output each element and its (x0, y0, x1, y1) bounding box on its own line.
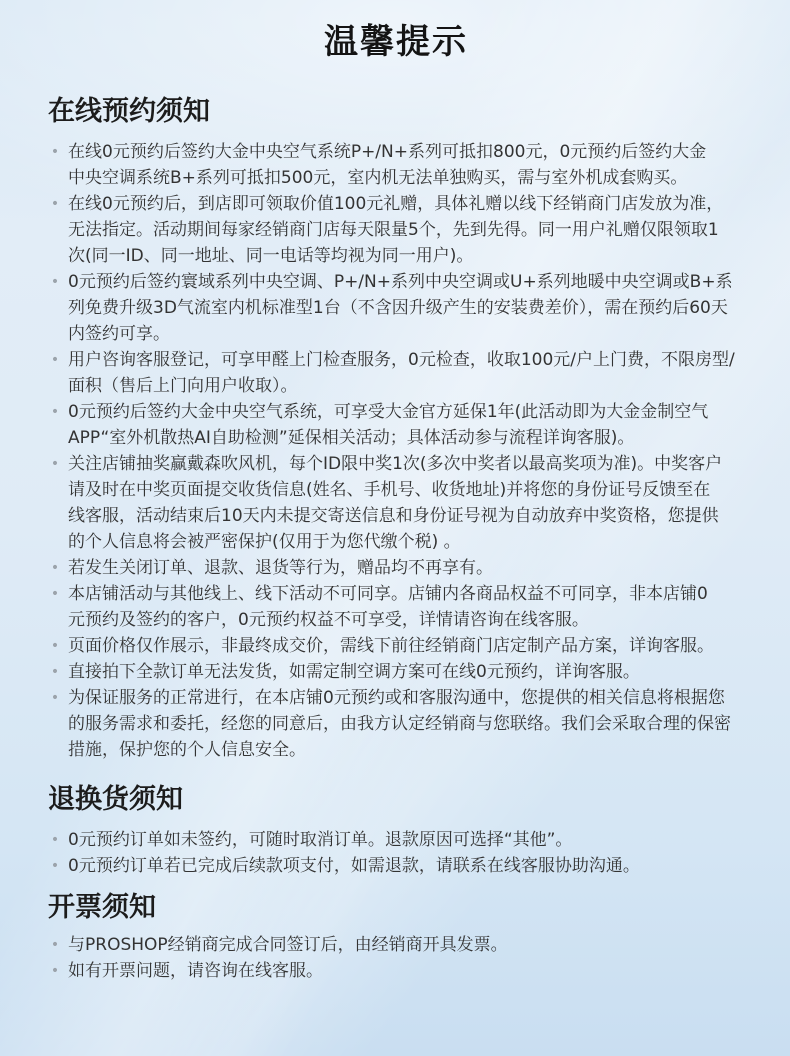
notice-item (0, 581, 790, 633)
notice-line: 次(同一ID、同一地址、同一电话等均视为同一用户)。 (68, 246, 474, 266)
bullet-dot-icon: • (50, 638, 60, 654)
section-heading: 开票须知 (48, 892, 156, 923)
bullet-dot-icon: • (50, 196, 60, 212)
notice-line: 直接拍下全款订单无法发货，如需定制空调方案可在线0元预约，详询客服。 (68, 662, 640, 682)
bullet-dot-icon: • (50, 832, 60, 848)
bullet-dot-icon: • (50, 586, 60, 602)
notice-line: 为保证服务的正常进行，在本店铺0元预约或和客服沟通中，您提供的相关信息将根据您 (68, 688, 725, 708)
bullet-dot-icon: • (50, 664, 60, 680)
notice-line: 中央空调系统B+系列可抵扣500元，室内机无法单独购买，需与室外机成套购买。 (68, 168, 688, 188)
notice-item (0, 191, 790, 269)
section-invoice-notice (0, 890, 790, 984)
notice-line: 如有开票问题，请咨询在线客服。 (68, 961, 323, 981)
notice-line: 在线0元预约后签约大金中央空气系统P+/N+系列可抵扣800元，0元预约后签约大金 (68, 142, 707, 162)
section-return-exchange-notice (0, 782, 790, 879)
notice-line: 与PROSHOP经销商完成合同签订后，由经销商开具发票。 (68, 935, 508, 955)
notice-item (0, 347, 790, 399)
bullet-dot-icon: • (50, 456, 60, 472)
bullet-dot-icon: • (50, 858, 60, 874)
notice-item (0, 399, 790, 451)
notice-line: 措施，保护您的个人信息安全。 (68, 740, 306, 760)
notice-item (0, 827, 790, 853)
notice-line: 本店铺活动与其他线上、线下活动不可同享。店铺内各商品权益不可同享，非本店铺0 (68, 584, 708, 604)
notice-line: 关注店铺抽奖赢戴森吹风机，每个ID限中奖1次(多次中奖者以最高奖项为准)。中奖客户 (68, 454, 723, 474)
bullet-dot-icon: • (50, 404, 60, 420)
notice-item (0, 139, 790, 191)
notice-line: 的服务需求和委托，经您的同意后，由我方认定经销商与您联络。我们会采取合理的保密 (68, 714, 731, 734)
page-title: 温馨提示 (324, 22, 468, 62)
notice-list (0, 139, 790, 763)
bullet-dot-icon: • (50, 690, 60, 706)
notice-line: 无法指定。活动期间每家经销商门店每天限量5个，先到先得。同一用户礼赠仅限领取1 (68, 220, 719, 240)
notice-line: 内签约可享。 (68, 324, 170, 344)
notice-item (0, 269, 790, 347)
notice-line: 的个人信息将会被严密保护(仅用于为您代缴个税) 。 (68, 532, 461, 552)
notice-line: 0元预约订单如未签约，可随时取消订单。退款原因可选择“其他”。 (68, 830, 573, 850)
bullet-dot-icon: • (50, 937, 60, 953)
bullet-dot-icon: • (50, 352, 60, 368)
notice-line: 在线0元预约后，到店即可领取价值100元礼赠，具体礼赠以线下经销商门店发放为准， (68, 194, 724, 214)
notice-item (0, 685, 790, 763)
notice-line: 0元预约后签约大金中央空气系统，可享受大金官方延保1年(此活动即为大金金制空气 (68, 402, 709, 422)
notice-list (0, 827, 790, 879)
bullet-dot-icon: • (50, 274, 60, 290)
notice-item (0, 659, 790, 685)
notice-list (0, 932, 790, 984)
notice-item (0, 853, 790, 879)
notice-line: 用户咨询客服登记，可享甲醛上门检查服务，0元检查，收取100元/户上门费，不限房型/ (68, 350, 735, 370)
notice-line: APP“室外机散热AI自助检测”延保相关活动；具体活动参与流程详询客服)。 (68, 428, 635, 448)
notice-item (0, 932, 790, 958)
notice-line: 列免费升级3D气流室内机标准型1台（不含因升级产生的安装费差价），需在预约后60天 (68, 298, 728, 318)
notice-line: 请及时在中奖页面提交收货信息(姓名、手机号、收货地址)并将您的身份证号反馈至在 (68, 480, 711, 500)
notice-item (0, 555, 790, 581)
bullet-dot-icon: • (50, 560, 60, 576)
notice-line: 线客服，活动结束后10天内未提交寄送信息和身份证号视为自动放弃中奖资格，您提供 (68, 506, 719, 526)
section-heading: 退换货须知 (48, 784, 183, 815)
notice-item (0, 958, 790, 984)
bullet-dot-icon: • (50, 144, 60, 160)
notice-line: 面积（售后上门向用户收取）。 (68, 376, 298, 396)
notice-line: 0元预约后签约寰域系列中央空调、P+/N+系列中央空调或U+系列地暖中央空调或B+系 (68, 272, 733, 292)
section-heading: 在线预约须知 (48, 96, 210, 127)
notice-line: 0元预约订单若已完成后续款项支付，如需退款，请联系在线客服协助沟通。 (68, 856, 640, 876)
notice-line: 若发生关闭订单、退款、退货等行为，赠品均不再享有。 (68, 558, 493, 578)
notice-item (0, 451, 790, 555)
notice-item (0, 633, 790, 659)
notice-line: 元预约及签约的客户，0元预约权益不可享受，详情请咨询在线客服。 (68, 610, 589, 630)
bullet-dot-icon: • (50, 963, 60, 979)
section-online-booking-notice (0, 94, 790, 763)
notice-line: 页面价格仅作展示，非最终成交价，需线下前往经销商门店定制产品方案，详询客服。 (68, 636, 714, 656)
